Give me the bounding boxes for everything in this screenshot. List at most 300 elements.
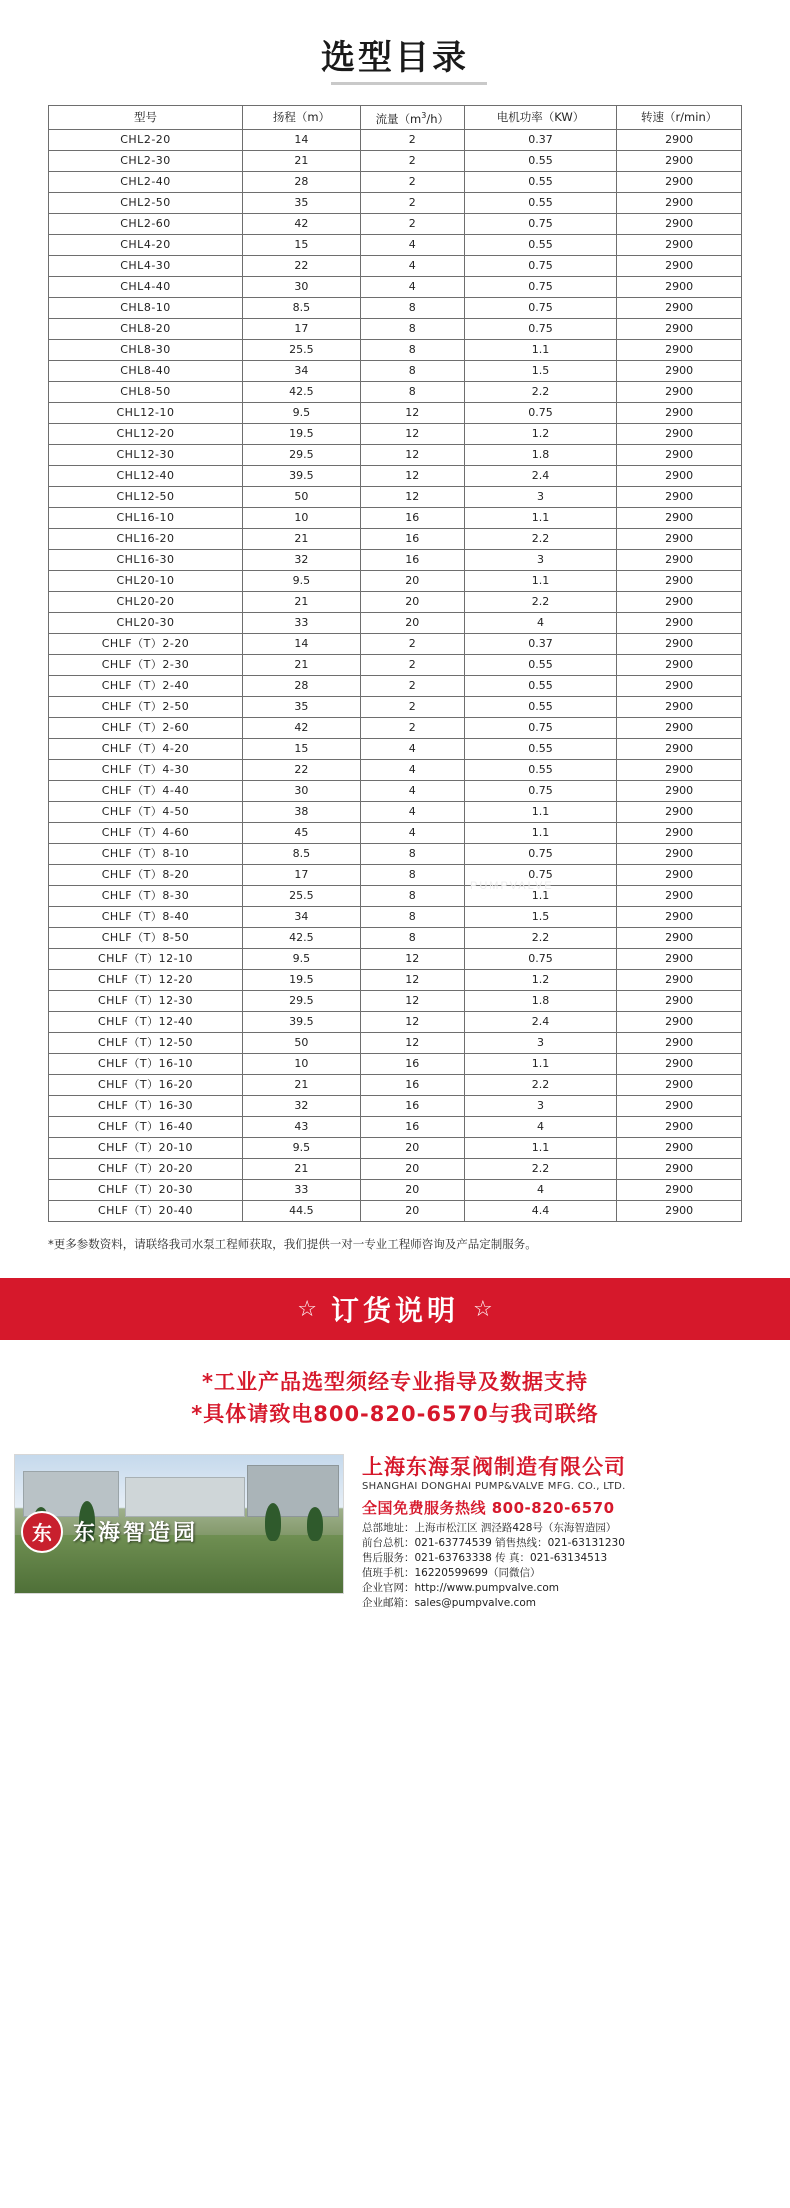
table-cell: 2900 — [617, 444, 742, 465]
order-note-2: *具体请致电800-820-6570与我司联络 — [191, 1401, 599, 1426]
order-instructions-title: 订货说明 — [330, 1293, 459, 1327]
table-cell: 19.5 — [243, 969, 361, 990]
cell-model: CHL12-30 — [49, 444, 243, 465]
table-cell: 42 — [243, 717, 361, 738]
table-cell: 34 — [243, 360, 361, 381]
company-contact-line: 前台总机：021-63774539 销售热线：021-63131230 — [362, 1536, 625, 1549]
table-row — [49, 738, 742, 759]
table-row — [49, 402, 742, 423]
donghai-logo-icon: 东 — [21, 1511, 63, 1553]
cell-model: CHLF（T）12-20 — [49, 969, 243, 990]
table-row — [49, 675, 742, 696]
table-cell: 10 — [243, 1053, 361, 1074]
table-cell: 0.75 — [464, 402, 616, 423]
table-row — [49, 213, 742, 234]
table-cell: 2900 — [617, 1011, 742, 1032]
table-cell: 0.75 — [464, 864, 616, 885]
table-cell: 8 — [360, 318, 464, 339]
table-cell: 2900 — [617, 969, 742, 990]
company-name-cn: 上海东海泵阀制造有限公司 — [362, 1454, 626, 1479]
table-row — [49, 276, 742, 297]
table-cell: 8 — [360, 843, 464, 864]
table-cell: 39.5 — [243, 465, 361, 486]
table-cell: 8 — [360, 885, 464, 906]
table-cell: 1.2 — [464, 969, 616, 990]
cell-model: CHLF（T）20-40 — [49, 1200, 243, 1221]
table-cell: 2900 — [617, 675, 742, 696]
table-cell: 2.2 — [464, 591, 616, 612]
table-cell: 2900 — [617, 906, 742, 927]
cell-model: CHL20-10 — [49, 570, 243, 591]
table-row — [49, 906, 742, 927]
table-cell: 0.75 — [464, 843, 616, 864]
table-cell: 17 — [243, 864, 361, 885]
cell-model: CHL4-30 — [49, 255, 243, 276]
cell-model: CHLF（T）16-20 — [49, 1074, 243, 1095]
photo-sign-text: 东海智造园 — [73, 1521, 199, 1547]
table-cell: 0.55 — [464, 150, 616, 171]
table-cell: 0.55 — [464, 234, 616, 255]
table-cell: 4 — [360, 801, 464, 822]
table-cell: 2900 — [617, 990, 742, 1011]
cell-model: CHLF（T）12-10 — [49, 948, 243, 969]
table-row — [49, 612, 742, 633]
table-cell: 2900 — [617, 129, 742, 150]
table-row — [49, 234, 742, 255]
table-cell: 1.1 — [464, 570, 616, 591]
col-header-speed-main: 转速 — [640, 109, 664, 124]
table-cell: 4.4 — [464, 1200, 616, 1221]
table-cell: 35 — [243, 192, 361, 213]
table-row — [49, 969, 742, 990]
table-cell: 15 — [243, 234, 361, 255]
table-cell: 2900 — [617, 192, 742, 213]
table-cell: 2900 — [617, 1053, 742, 1074]
table-row — [49, 129, 742, 150]
table-cell: 2.4 — [464, 1011, 616, 1032]
table-cell: 2900 — [617, 339, 742, 360]
table-row — [49, 528, 742, 549]
table-row — [49, 843, 742, 864]
order-instructions-banner — [0, 1278, 790, 1340]
table-cell: 2900 — [617, 1137, 742, 1158]
company-photo — [14, 1454, 344, 1594]
company-name-en: SHANGHAI DONGHAI PUMP&VALVE MFG. CO., LTD. — [362, 1480, 626, 1492]
table-cell: 12 — [360, 465, 464, 486]
table-cell: 9.5 — [243, 570, 361, 591]
table-cell: 42.5 — [243, 381, 361, 402]
table-cell: 12 — [360, 990, 464, 1011]
table-cell: 21 — [243, 654, 361, 675]
table-cell: 42.5 — [243, 927, 361, 948]
cell-model: CHL8-10 — [49, 297, 243, 318]
company-contact-line: 企业官网：http://www.pumpvalve.com — [362, 1581, 560, 1594]
table-cell: 9.5 — [243, 1137, 361, 1158]
cell-model: CHL12-20 — [49, 423, 243, 444]
spec-table-wrap — [0, 105, 790, 1222]
table-row — [49, 759, 742, 780]
cell-model: CHLF（T）8-50 — [49, 927, 243, 948]
table-cell: 16 — [360, 507, 464, 528]
table-cell: 2900 — [617, 402, 742, 423]
table-cell: 2900 — [617, 1158, 742, 1179]
table-cell: 0.55 — [464, 192, 616, 213]
table-cell: 44.5 — [243, 1200, 361, 1221]
table-cell: 0.75 — [464, 297, 616, 318]
table-cell: 16 — [360, 1095, 464, 1116]
table-cell: 9.5 — [243, 402, 361, 423]
cell-model: CHLF（T）4-20 — [49, 738, 243, 759]
table-cell: 19.5 — [243, 423, 361, 444]
cell-model: CHLF（T）4-60 — [49, 822, 243, 843]
table-row — [49, 444, 742, 465]
table-row — [49, 885, 742, 906]
cell-model: CHLF（T）2-60 — [49, 717, 243, 738]
table-row — [49, 591, 742, 612]
table-cell: 2900 — [617, 465, 742, 486]
cell-model: CHLF（T）16-40 — [49, 1116, 243, 1137]
table-cell: 2 — [360, 717, 464, 738]
table-cell: 30 — [243, 276, 361, 297]
table-cell: 0.75 — [464, 780, 616, 801]
table-cell: 2900 — [617, 276, 742, 297]
table-cell: 8 — [360, 381, 464, 402]
table-cell: 2900 — [617, 150, 742, 171]
table-cell: 0.55 — [464, 738, 616, 759]
cell-model: CHL8-20 — [49, 318, 243, 339]
table-cell: 2900 — [617, 318, 742, 339]
table-cell: 4 — [464, 1179, 616, 1200]
table-cell: 8 — [360, 297, 464, 318]
table-cell: 8 — [360, 927, 464, 948]
cell-model: CHLF（T）2-20 — [49, 633, 243, 654]
table-cell: 2900 — [617, 549, 742, 570]
table-cell: 3 — [464, 1032, 616, 1053]
table-cell: 2900 — [617, 738, 742, 759]
cell-model: CHLF（T）2-30 — [49, 654, 243, 675]
cell-model: CHL16-30 — [49, 549, 243, 570]
table-cell: 2900 — [617, 528, 742, 549]
watermark-text: PUMPVALVE — [470, 880, 554, 892]
cell-model: CHLF（T）20-20 — [49, 1158, 243, 1179]
table-cell: 2 — [360, 129, 464, 150]
table-cell: 2900 — [617, 1095, 742, 1116]
col-header-power — [464, 106, 616, 130]
table-row — [49, 801, 742, 822]
cell-model: CHLF（T）2-50 — [49, 696, 243, 717]
table-row — [49, 1116, 742, 1137]
table-cell: 2900 — [617, 234, 742, 255]
table-row — [49, 927, 742, 948]
cell-model: CHL16-10 — [49, 507, 243, 528]
page-title: 选型目录 — [321, 30, 469, 79]
table-row — [49, 570, 742, 591]
table-cell: 2900 — [617, 822, 742, 843]
table-cell: 2.2 — [464, 381, 616, 402]
star-left-icon: ☆ — [297, 1295, 317, 1321]
table-cell: 8.5 — [243, 297, 361, 318]
table-cell: 39.5 — [243, 1011, 361, 1032]
table-cell: 17 — [243, 318, 361, 339]
col-header-head — [243, 106, 361, 130]
table-cell: 2900 — [617, 885, 742, 906]
table-cell: 2 — [360, 150, 464, 171]
col-header-flow-main: 流量 — [375, 111, 399, 126]
table-cell: 4 — [360, 822, 464, 843]
table-row — [49, 360, 742, 381]
cell-model: CHL12-50 — [49, 486, 243, 507]
table-cell: 22 — [243, 255, 361, 276]
cell-model: CHL8-40 — [49, 360, 243, 381]
table-cell: 0.55 — [464, 171, 616, 192]
table-cell: 2 — [360, 675, 464, 696]
table-cell: 2900 — [617, 654, 742, 675]
table-row — [49, 1011, 742, 1032]
table-row — [49, 1158, 742, 1179]
table-cell: 0.55 — [464, 696, 616, 717]
table-cell: 0.37 — [464, 633, 616, 654]
table-cell: 10 — [243, 507, 361, 528]
cell-model: CHLF（T）4-50 — [49, 801, 243, 822]
table-cell: 14 — [243, 129, 361, 150]
table-cell: 12 — [360, 1032, 464, 1053]
table-cell: 1.1 — [464, 801, 616, 822]
table-cell: 4 — [360, 738, 464, 759]
table-cell: 20 — [360, 1137, 464, 1158]
table-cell: 2900 — [617, 1074, 742, 1095]
table-row — [49, 507, 742, 528]
table-row — [49, 255, 742, 276]
cell-model: CHLF（T）4-30 — [49, 759, 243, 780]
table-cell: 8 — [360, 360, 464, 381]
cell-model: CHL8-50 — [49, 381, 243, 402]
table-cell: 2.2 — [464, 1158, 616, 1179]
table-cell: 0.75 — [464, 276, 616, 297]
table-cell: 8 — [360, 339, 464, 360]
col-header-speed — [617, 106, 742, 130]
table-cell: 2 — [360, 654, 464, 675]
table-cell: 20 — [360, 1200, 464, 1221]
table-cell: 12 — [360, 969, 464, 990]
table-cell: 0.55 — [464, 759, 616, 780]
spec-table-body — [49, 129, 742, 1221]
table-cell: 2.2 — [464, 1074, 616, 1095]
table-cell: 16 — [360, 549, 464, 570]
table-cell: 29.5 — [243, 990, 361, 1011]
table-cell: 2900 — [617, 612, 742, 633]
table-cell: 29.5 — [243, 444, 361, 465]
table-cell: 25.5 — [243, 339, 361, 360]
cell-model: CHL12-40 — [49, 465, 243, 486]
table-cell: 20 — [360, 570, 464, 591]
table-cell: 2900 — [617, 717, 742, 738]
cell-model: CHL2-50 — [49, 192, 243, 213]
cell-model: CHLF（T）16-10 — [49, 1053, 243, 1074]
company-contacts — [362, 1521, 776, 1611]
table-cell: 2900 — [617, 696, 742, 717]
table-row — [49, 654, 742, 675]
table-cell: 20 — [360, 612, 464, 633]
company-info — [358, 1454, 776, 1611]
table-cell: 2900 — [617, 759, 742, 780]
table-row — [49, 339, 742, 360]
table-cell: 3 — [464, 486, 616, 507]
table-cell: 2900 — [617, 360, 742, 381]
table-cell: 0.55 — [464, 675, 616, 696]
table-cell: 34 — [243, 906, 361, 927]
table-cell: 20 — [360, 1179, 464, 1200]
table-cell: 28 — [243, 675, 361, 696]
table-cell: 33 — [243, 1179, 361, 1200]
table-row — [49, 1200, 742, 1221]
table-cell: 1.1 — [464, 339, 616, 360]
cell-model: CHLF（T）2-40 — [49, 675, 243, 696]
table-cell: 2900 — [617, 633, 742, 654]
table-cell: 38 — [243, 801, 361, 822]
table-cell: 2900 — [617, 801, 742, 822]
table-cell: 0.75 — [464, 717, 616, 738]
table-cell: 8 — [360, 864, 464, 885]
cell-model: CHLF（T）20-10 — [49, 1137, 243, 1158]
cell-model: CHL8-30 — [49, 339, 243, 360]
photo-sign — [21, 1507, 339, 1557]
col-header-flow-unit: $(m^3/h)$ — [398, 111, 450, 126]
table-row — [49, 465, 742, 486]
table-cell: 14 — [243, 633, 361, 654]
table-cell: 50 — [243, 486, 361, 507]
table-cell: 30 — [243, 780, 361, 801]
table-cell: 15 — [243, 738, 361, 759]
table-cell: 8 — [360, 906, 464, 927]
table-cell: 1.2 — [464, 423, 616, 444]
table-row — [49, 780, 742, 801]
cell-model: CHL16-20 — [49, 528, 243, 549]
cell-model: CHLF（T）12-50 — [49, 1032, 243, 1053]
table-cell: 2900 — [617, 423, 742, 444]
table-cell: 21 — [243, 528, 361, 549]
table-cell: 2 — [360, 633, 464, 654]
spec-table — [48, 105, 742, 1222]
cell-model: CHLF（T）4-40 — [49, 780, 243, 801]
star-right-icon: ☆ — [473, 1295, 493, 1321]
cell-model: CHLF（T）12-40 — [49, 1011, 243, 1032]
cell-model: CHL4-20 — [49, 234, 243, 255]
table-cell: 1.1 — [464, 1053, 616, 1074]
table-cell: 2900 — [617, 486, 742, 507]
table-cell: 2900 — [617, 570, 742, 591]
table-row — [49, 696, 742, 717]
company-contact-line: 售后服务：021-63763338 传 真：021-63134513 — [362, 1551, 608, 1564]
table-cell: 2900 — [617, 948, 742, 969]
cell-model: CHLF（T）8-10 — [49, 843, 243, 864]
table-row — [49, 864, 742, 885]
table-cell: 9.5 — [243, 948, 361, 969]
cell-model: CHL20-20 — [49, 591, 243, 612]
table-cell: 33 — [243, 612, 361, 633]
table-cell: 42 — [243, 213, 361, 234]
table-footnote: *更多参数资料，请联络我司水泵工程师获取，我们提供一对一专业工程师咨询及产品定制服务。 — [48, 1236, 537, 1251]
table-cell: 32 — [243, 549, 361, 570]
table-cell: 2900 — [617, 507, 742, 528]
col-header-flow — [360, 106, 464, 130]
table-cell: 8.5 — [243, 843, 361, 864]
cell-model: CHL2-60 — [49, 213, 243, 234]
table-cell: 50 — [243, 1032, 361, 1053]
table-cell: 22 — [243, 759, 361, 780]
table-cell: 20 — [360, 1158, 464, 1179]
order-note-1: *工业产品选型须经专业指导及数据支持 — [202, 1369, 588, 1394]
table-row — [49, 948, 742, 969]
cell-model: CHLF（T）20-30 — [49, 1179, 243, 1200]
table-cell: 1.8 — [464, 990, 616, 1011]
table-cell: 21 — [243, 1074, 361, 1095]
table-cell: 21 — [243, 150, 361, 171]
table-cell: 0.37 — [464, 129, 616, 150]
table-cell: 1.8 — [464, 444, 616, 465]
table-cell: 2.2 — [464, 528, 616, 549]
table-cell: 2.4 — [464, 465, 616, 486]
col-header-power-main: 电机功率 — [496, 109, 543, 124]
table-cell: 12 — [360, 423, 464, 444]
table-cell: 1.5 — [464, 906, 616, 927]
table-row — [49, 381, 742, 402]
table-row — [49, 1032, 742, 1053]
col-header-head-main: 扬程 — [272, 109, 296, 124]
table-cell: 2900 — [617, 843, 742, 864]
cell-model: CHLF（T）12-30 — [49, 990, 243, 1011]
cell-model: CHLF（T）8-20 — [49, 864, 243, 885]
cell-model: CHL12-10 — [49, 402, 243, 423]
cell-model: CHL20-30 — [49, 612, 243, 633]
table-cell: 43 — [243, 1116, 361, 1137]
table-cell: 2 — [360, 696, 464, 717]
table-cell: 4 — [360, 276, 464, 297]
table-cell: 0.75 — [464, 255, 616, 276]
table-cell: 2900 — [617, 591, 742, 612]
table-cell: 4 — [464, 1116, 616, 1137]
table-cell: 1.1 — [464, 507, 616, 528]
table-cell: 2 — [360, 192, 464, 213]
table-row — [49, 171, 742, 192]
table-cell: 1.1 — [464, 1137, 616, 1158]
cell-model: CHL2-20 — [49, 129, 243, 150]
table-cell: 2900 — [617, 1200, 742, 1221]
table-cell: 0.75 — [464, 213, 616, 234]
table-cell: 25.5 — [243, 885, 361, 906]
table-cell: 35 — [243, 696, 361, 717]
table-cell: 1.1 — [464, 822, 616, 843]
table-cell: 20 — [360, 591, 464, 612]
table-row — [49, 318, 742, 339]
table-cell: 12 — [360, 402, 464, 423]
table-cell: 16 — [360, 1074, 464, 1095]
table-row — [49, 297, 742, 318]
table-cell: 28 — [243, 171, 361, 192]
table-cell: 2900 — [617, 381, 742, 402]
table-row — [49, 717, 742, 738]
table-cell: 4 — [464, 612, 616, 633]
table-cell: 45 — [243, 822, 361, 843]
table-cell: 2900 — [617, 780, 742, 801]
table-cell: 21 — [243, 591, 361, 612]
table-cell: 2900 — [617, 297, 742, 318]
table-row — [49, 150, 742, 171]
company-contact-line: 值班手机：16220599699（同微信） — [362, 1566, 541, 1579]
table-cell: 2.2 — [464, 927, 616, 948]
table-row — [49, 1095, 742, 1116]
table-cell: 2900 — [617, 1032, 742, 1053]
table-cell: 4 — [360, 255, 464, 276]
